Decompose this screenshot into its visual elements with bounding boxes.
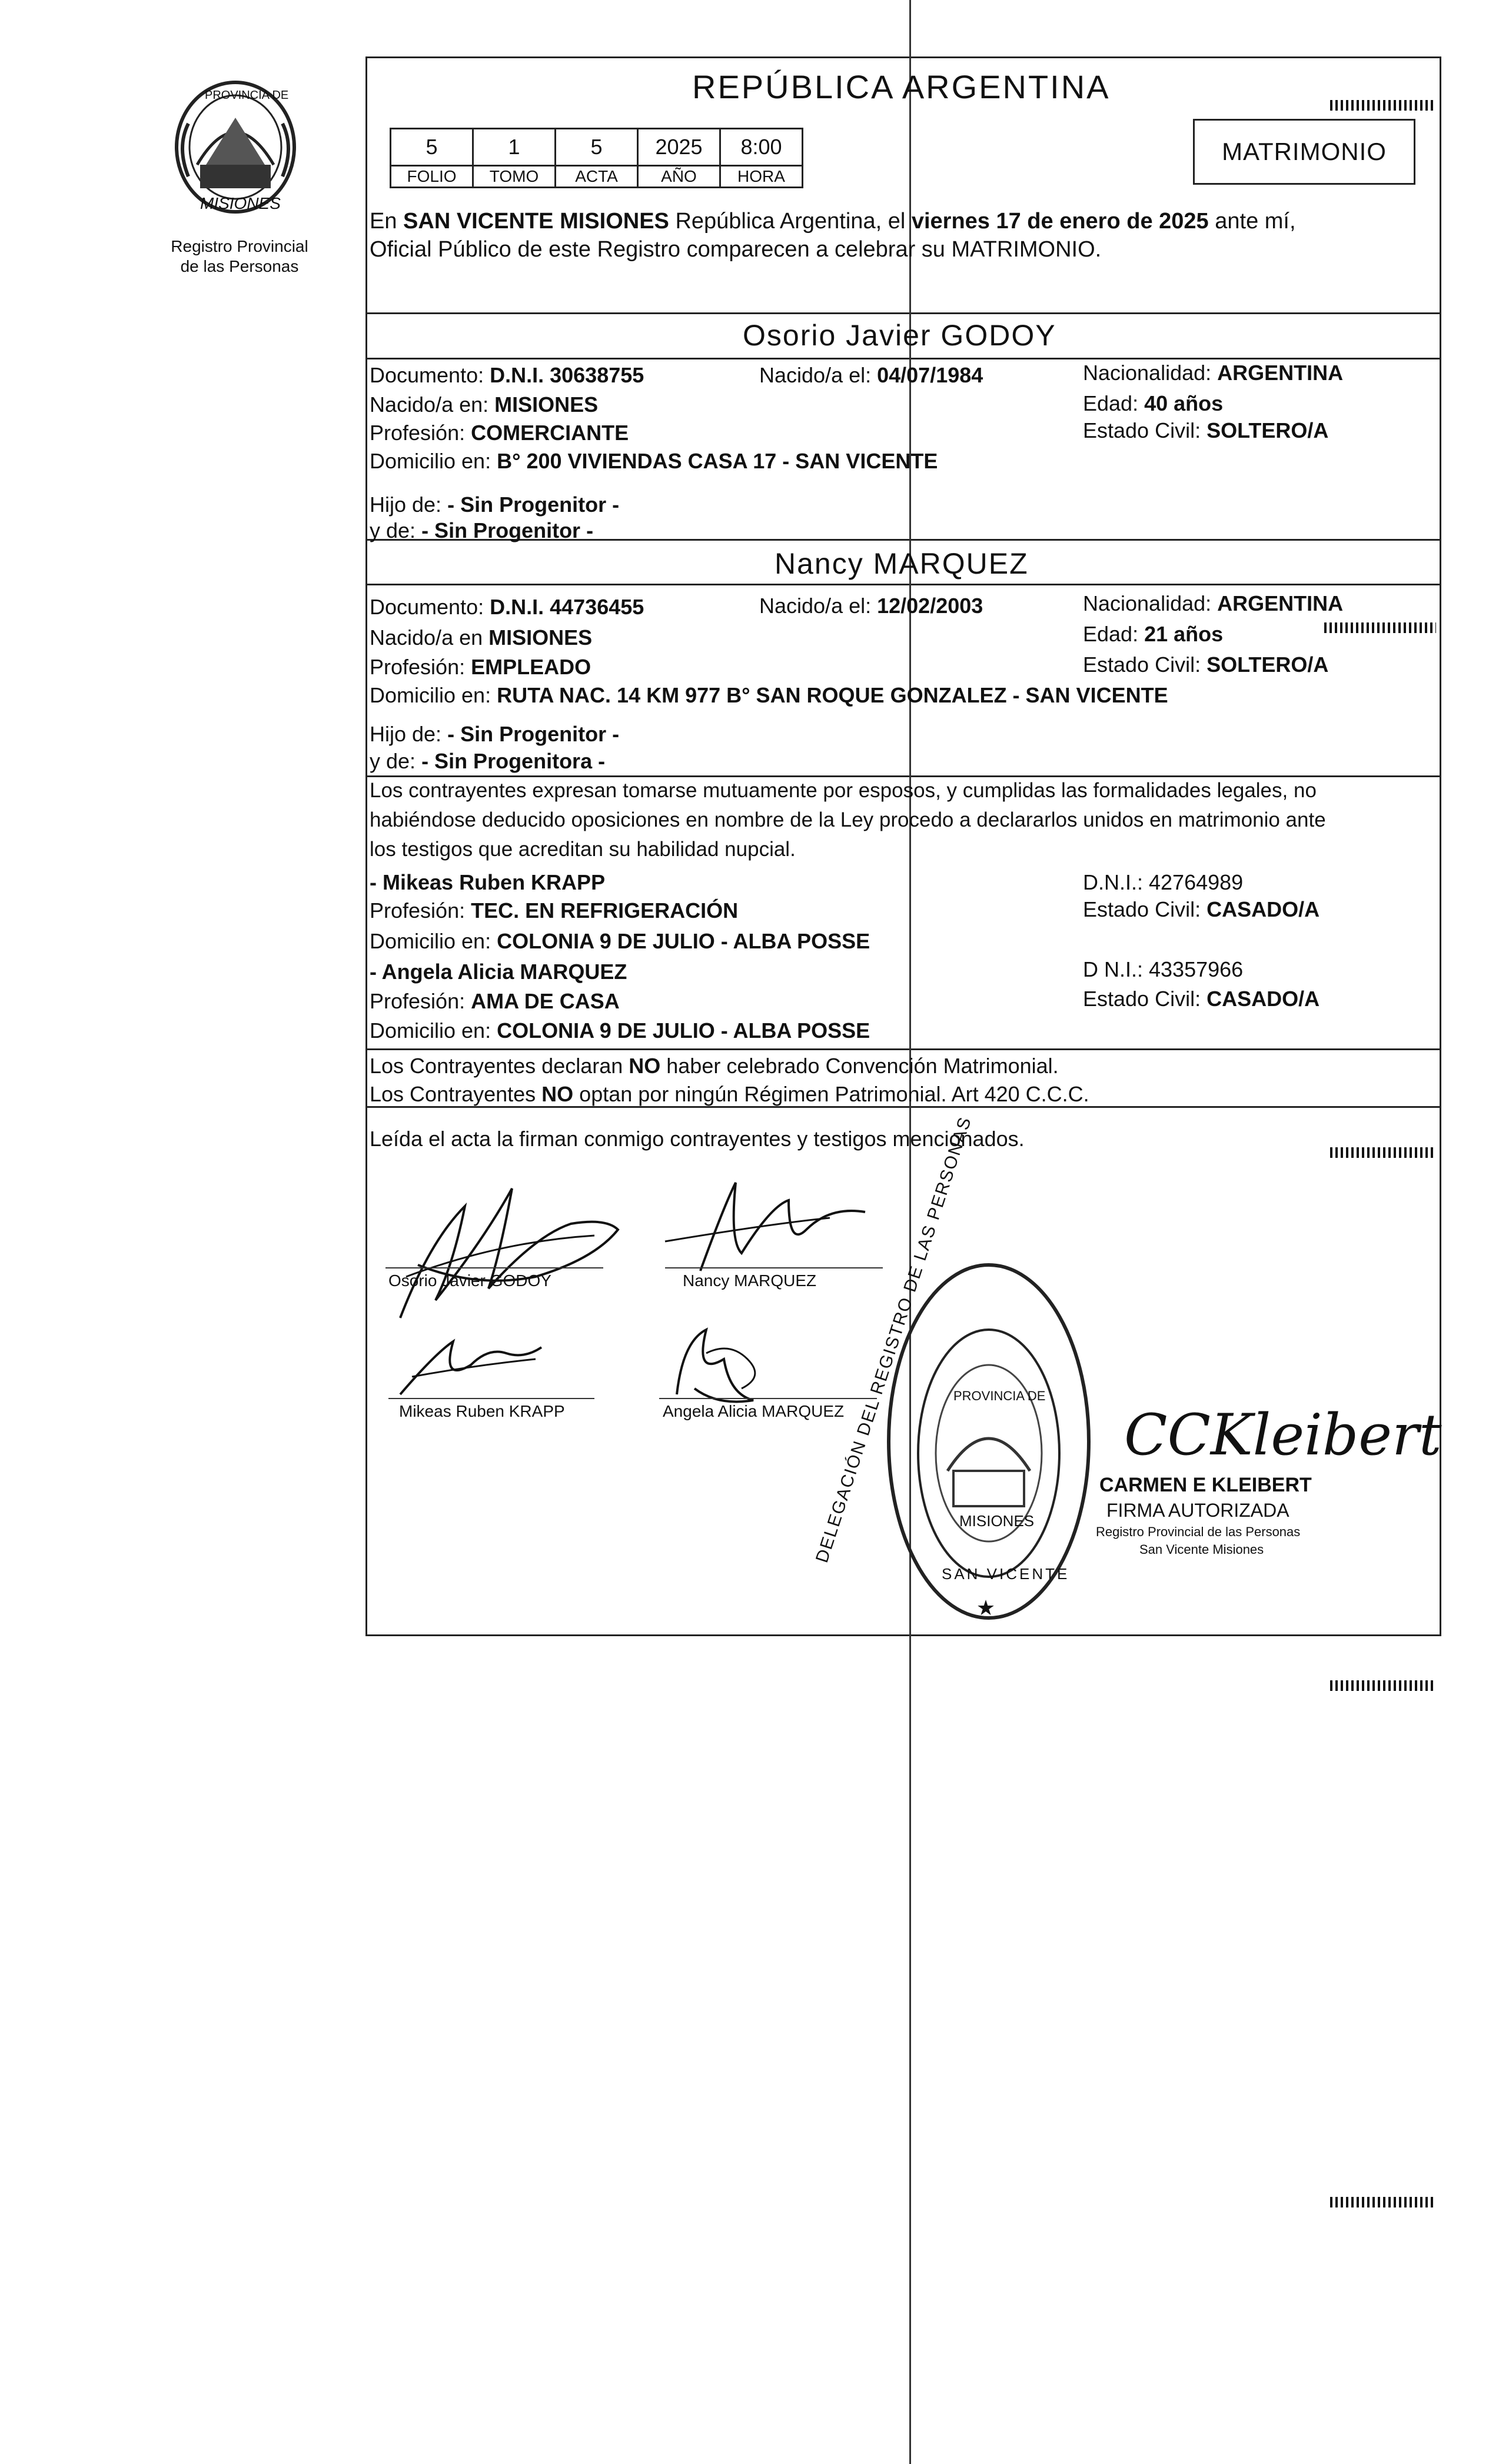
signature-line [659, 1398, 877, 1399]
spouse2-profession: Profesión: EMPLEADO [370, 655, 591, 679]
witness1-civil-status: Estado Civil: CASADO/A [1083, 897, 1320, 921]
witness1-address: Domicilio en: COLONIA 9 DE JULIO - ALBA POSSE [370, 929, 870, 953]
spouse1-birth-date: Nacido/a el: 04/07/1984 [759, 363, 983, 387]
official-seal [812, 1114, 1124, 1630]
registry-name-line1: Registro Provincial [171, 237, 308, 255]
spouse2-father: Hijo de: - Sin Progenitor - [370, 722, 620, 746]
witness2-dni: D N.I.: 43357966 [1083, 957, 1244, 981]
spouse2-born-in: Nacido/a en MISIONES [370, 625, 593, 650]
spouse1-nationality: Nacionalidad: ARGENTINA [1083, 361, 1344, 385]
signature-witness1 [388, 1330, 565, 1412]
official-org-line1: Registro Provincial de las Personas [1096, 1524, 1301, 1539]
official-title: FIRMA AUTORIZADA [1106, 1500, 1289, 1521]
scan-noise [1330, 1147, 1436, 1158]
intro-line-1: En SAN VICENTE MISIONES República Argentina, el viernes 17 de enero de 2025 ante mí, [370, 209, 1296, 234]
official-org-line2: San Vicente Misiones [1139, 1542, 1264, 1557]
witness2-name: - Angela Alicia MARQUEZ [370, 960, 627, 984]
folio-value: 5 [391, 129, 473, 166]
declaration-line-1: Los contrayentes expresan tomarse mutuamente por esposos, y cumplidas las formalidades legales, no [370, 779, 1317, 802]
spouse1-doc: Documento: D.N.I. 30638755 [370, 363, 644, 387]
logo-text-bottom: MISIONES [200, 194, 281, 212]
divider [365, 1048, 1441, 1050]
spouse2-civil-status: Estado Civil: SOLTERO/A [1083, 652, 1329, 677]
spouse2-mother: y de: - Sin Progenitora - [370, 749, 606, 773]
signature-line [665, 1267, 883, 1268]
official-signature: CCKleibert [1124, 1402, 1442, 1468]
spouse1-address: Domicilio en: B° 200 VIVIENDAS CASA 17 - SAN VICENTE [370, 449, 938, 473]
folio-label: FOLIO [391, 166, 473, 188]
year-label: AÑO [638, 166, 720, 188]
seal-bottom-text: SAN VICENTE [942, 1565, 1070, 1583]
official-name: CARMEN E KLEIBERT [1099, 1474, 1312, 1496]
year-value: 2025 [638, 129, 720, 166]
divider [365, 584, 1441, 585]
witness1-profession: Profesión: TEC. EN REFRIGERACIÓN [370, 898, 739, 923]
scan-noise [1324, 622, 1436, 633]
country-title: REPÚBLICA ARGENTINA [692, 68, 1111, 105]
divider [365, 775, 1441, 777]
spouse1-born-in: Nacido/a en: MISIONES [370, 392, 599, 417]
tomo-value: 1 [473, 129, 556, 166]
acta-value: 5 [556, 129, 638, 166]
hour-value: 8:00 [720, 129, 803, 166]
divider [365, 358, 1441, 359]
scan-noise [1330, 100, 1436, 111]
act-type-box: MATRIMONIO [1193, 119, 1415, 185]
signature-label-witness2: Angela Alicia MARQUEZ [663, 1402, 845, 1420]
spouse1-mother: y de: - Sin Progenitor - [370, 518, 594, 542]
scan-noise [1330, 1680, 1436, 1691]
spouse1-father: Hijo de: - Sin Progenitor - [370, 492, 620, 517]
signature-line [388, 1398, 594, 1399]
witness1-name: - Mikeas Ruben KRAPP [370, 870, 606, 894]
witness2-civil-status: Estado Civil: CASADO/A [1083, 987, 1320, 1011]
declaration-line-2: habiéndose deducido oposiciones en nombre de la Ley procedo a declararlos unidos en matrimonio ante [370, 808, 1326, 831]
acta-label: ACTA [556, 166, 638, 188]
seal-inner-bottom: MISIONES [959, 1512, 1035, 1530]
ceremony-place: SAN VICENTE MISIONES [403, 209, 669, 234]
signature-spouse1 [383, 1171, 630, 1330]
declaration-line-3: los testigos que acreditan su habilidad nupcial. [370, 838, 796, 861]
signature-label-spouse1: Osorio Javier GODOY [388, 1271, 551, 1290]
spouse1-age: Edad: 40 años [1083, 391, 1224, 415]
tomo-label: TOMO [473, 166, 556, 188]
convention-statement: Los Contrayentes declaran NO haber celebrado Convención Matrimonial. [370, 1054, 1059, 1078]
intro-line-2: Oficial Público de este Registro comparecen a celebrar su MATRIMONIO. [370, 237, 1102, 262]
svg-text:★: ★ [976, 1596, 996, 1620]
witness2-address: Domicilio en: COLONIA 9 DE JULIO - ALBA POSSE [370, 1018, 870, 1043]
record-reference-table [390, 128, 803, 188]
registry-logo [165, 76, 306, 229]
registry-name-line2: de las Personas [180, 257, 299, 275]
spouse2-address: Domicilio en: RUTA NAC. 14 KM 977 B° SAN ROQUE GONZALEZ - SAN VICENTE [370, 683, 1168, 707]
seal-outer-text: DELEGACIÓN DEL REGISTRO DE LAS PERSONAS [812, 1114, 976, 1566]
spouse1-profession: Profesión: COMERCIANTE [370, 421, 629, 445]
spouse2-name: Nancy MARQUEZ [775, 547, 1029, 580]
witness2-profession: Profesión: AMA DE CASA [370, 989, 620, 1013]
spouse2-nationality: Nacionalidad: ARGENTINA [1083, 591, 1344, 615]
witness1-dni: D.N.I.: 42764989 [1083, 870, 1244, 894]
signature-label-spouse2: Nancy MARQUEZ [683, 1271, 817, 1290]
regime-statement: Los Contrayentes NO optan por ningún Régimen Patrimonial. Art 420 C.C.C. [370, 1082, 1089, 1106]
logo-text-top: PROVINCIA DE [205, 89, 289, 102]
ceremony-date: viernes 17 de enero de 2025 [911, 209, 1209, 234]
divider [365, 312, 1441, 314]
scan-noise [1330, 2197, 1436, 2207]
spouse1-name: Osorio Javier GODOY [743, 319, 1056, 352]
spouse2-doc: Documento: D.N.I. 44736455 [370, 595, 644, 619]
spouse2-birth-date: Nacido/a el: 12/02/2003 [759, 594, 983, 618]
spouse2-age: Edad: 21 años [1083, 622, 1224, 646]
signature-line [385, 1267, 603, 1268]
spouse1-civil-status: Estado Civil: SOLTERO/A [1083, 418, 1329, 442]
signature-label-witness1: Mikeas Ruben KRAPP [399, 1402, 565, 1420]
closing-statement: Leída el acta la firman conmigo contrayentes y testigos mencionados. [370, 1127, 1025, 1151]
hour-label: HORA [720, 166, 803, 188]
seal-inner-top: PROVINCIA DE [953, 1389, 1046, 1403]
